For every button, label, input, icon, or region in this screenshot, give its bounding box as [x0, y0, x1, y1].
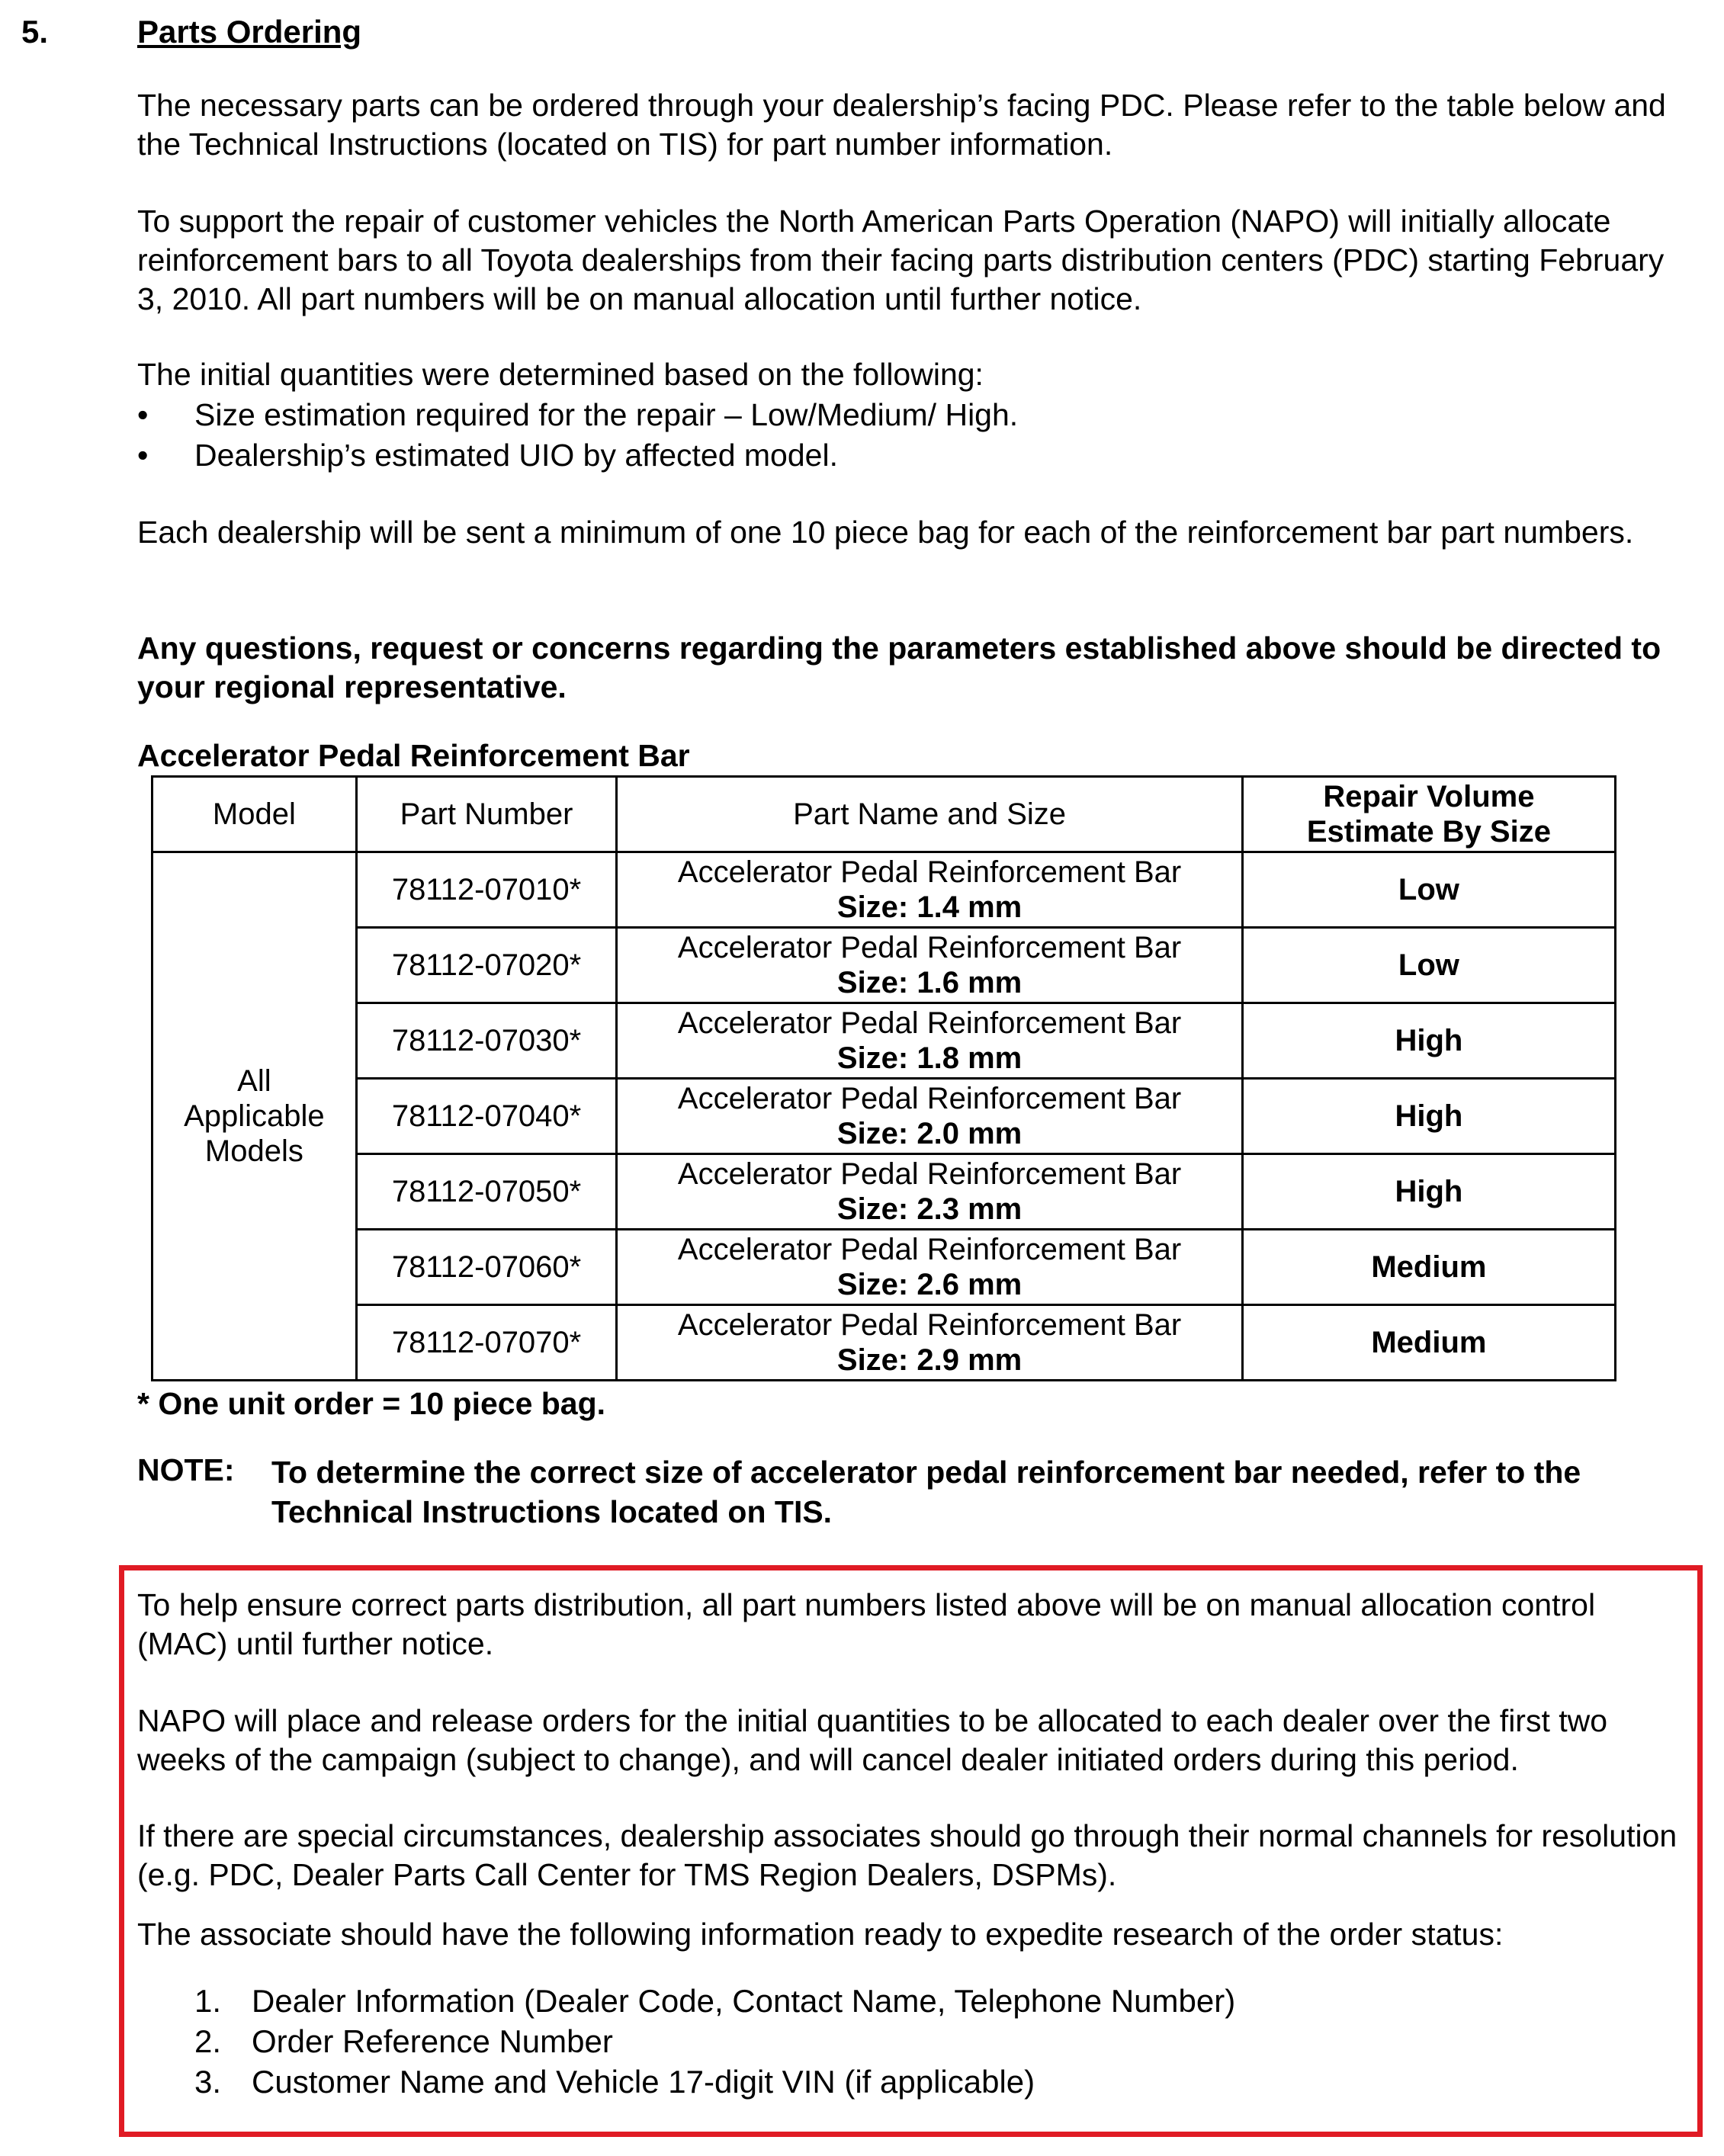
part-number-cell: 78112-07010* — [356, 852, 616, 928]
paragraph-parts-ordering: The necessary parts can be ordered through your dealership’s facing PDC. Please refer to the table below and the Technical Instructions (located on TIS) for part number information. — [137, 88, 1666, 162]
part-name-cell: Accelerator Pedal Reinforcement Bar Size: 2.0 mm — [617, 1079, 1243, 1154]
header-part-name: Part Name and Size — [617, 777, 1243, 852]
paragraph-questions: Any questions, request or concerns regarding the parameters established above should be directed to your regional representative. — [137, 630, 1661, 704]
table-header-row — [152, 777, 1616, 852]
paragraph-initial-quantities: The initial quantities were determined based on the following: — [137, 357, 984, 392]
box-paragraph-special-circumstances: If there are special circumstances, dealership associates should go through their normal channels for resolution (e.g. PDC, Dealer Parts Call Center for TMS Region Dealers, DSPMs). — [137, 1818, 1677, 1892]
repair-volume-cell: Medium — [1242, 1305, 1615, 1381]
required-info-list — [137, 1981, 1235, 2102]
table-row — [152, 852, 1616, 928]
list-item: 1. Dealer Information (Dealer Code, Contact Name, Telephone Number) — [194, 1983, 1236, 2019]
section-title: Parts Ordering — [137, 14, 362, 50]
part-number-cell: 78112-07020* — [356, 928, 616, 1003]
table-row — [152, 1154, 1616, 1230]
note-text: To determine the correct size of accelerator pedal reinforcement bar needed, refer to the Technical Instructions located on TIS. — [271, 1455, 1581, 1529]
part-name-cell: Accelerator Pedal Reinforcement Bar Size: 2.3 mm — [617, 1154, 1243, 1230]
part-number-cell: 78112-07070* — [356, 1305, 616, 1381]
repair-volume-cell: High — [1242, 1154, 1615, 1230]
repair-volume-cell: High — [1242, 1079, 1615, 1154]
part-name-cell: Accelerator Pedal Reinforcement Bar Size: 1.6 mm — [617, 928, 1243, 1003]
part-name-cell: Accelerator Pedal Reinforcement Bar Size: 2.9 mm — [617, 1305, 1243, 1381]
table-row — [152, 1003, 1616, 1079]
section-number: 5. — [21, 14, 49, 50]
parts-table — [151, 775, 1616, 1381]
repair-volume-cell: High — [1242, 1003, 1615, 1079]
repair-volume-cell: Low — [1242, 852, 1615, 928]
box-paragraph-mac: To help ensure correct parts distribution, all part numbers listed above will be on manual allocation control (MAC) until further notice. — [137, 1587, 1596, 1661]
bullet-icon: • — [137, 397, 149, 432]
header-model: Model — [152, 777, 357, 852]
box-paragraph-associate: The associate should have the following information ready to expedite research of the order status: — [137, 1917, 1504, 1952]
list-item: 3. Customer Name and Vehicle 17-digit VIN (if applicable) — [194, 2064, 1035, 2100]
table-row — [152, 1230, 1616, 1305]
table-row — [152, 1305, 1616, 1381]
table-row — [152, 928, 1616, 1003]
list-item: 2. Order Reference Number — [194, 2023, 613, 2059]
box-paragraph-napo-orders: NAPO will place and release orders for the initial quantities to be allocated to each dealer over the first two weeks of the campaign (subject to change), and will cancel dealer initiated orders during this period. — [137, 1703, 1608, 1777]
part-name-cell: Accelerator Pedal Reinforcement Bar Size: 1.8 mm — [617, 1003, 1243, 1079]
model-cell: All Applicable Models — [152, 852, 357, 1381]
repair-volume-cell: Low — [1242, 928, 1615, 1003]
list-item: • Size estimation required for the repair – Low/Medium/ High. — [137, 395, 1662, 435]
table-row — [152, 1079, 1616, 1154]
paragraph-napo-allocation: To support the repair of customer vehicles the North American Parts Operation (NAPO) will initially allocate reinforcement bars to all Toyota dealerships from their facing parts distribution centers (PDC) starting February 3, 2010. All part numbers will be on manual allocation until further notice. — [137, 204, 1665, 316]
note-label: NOTE: — [137, 1452, 235, 1487]
paragraph-minimum-bag: Each dealership will be sent a minimum of one 10 piece bag for each of the reinforcement bar part numbers. — [137, 515, 1634, 550]
part-name-cell: Accelerator Pedal Reinforcement Bar Size: 1.4 mm — [617, 852, 1243, 928]
part-number-cell: 78112-07050* — [356, 1154, 616, 1230]
part-name-cell: Accelerator Pedal Reinforcement Bar Size: 2.6 mm — [617, 1230, 1243, 1305]
part-number-cell: 78112-07030* — [356, 1003, 616, 1079]
part-number-cell: 78112-07060* — [356, 1230, 616, 1305]
table-title: Accelerator Pedal Reinforcement Bar — [137, 738, 690, 773]
list-item: • Dealership’s estimated UIO by affected model. — [137, 435, 1662, 476]
table-footnote: * One unit order = 10 piece bag. — [137, 1386, 606, 1421]
repair-volume-cell: Medium — [1242, 1230, 1615, 1305]
part-number-cell: 78112-07040* — [356, 1079, 616, 1154]
header-repair-volume: Repair Volume Estimate By Size — [1242, 777, 1615, 852]
bullet-icon: • — [137, 438, 149, 473]
criteria-list — [137, 395, 1662, 476]
header-part-number: Part Number — [356, 777, 616, 852]
